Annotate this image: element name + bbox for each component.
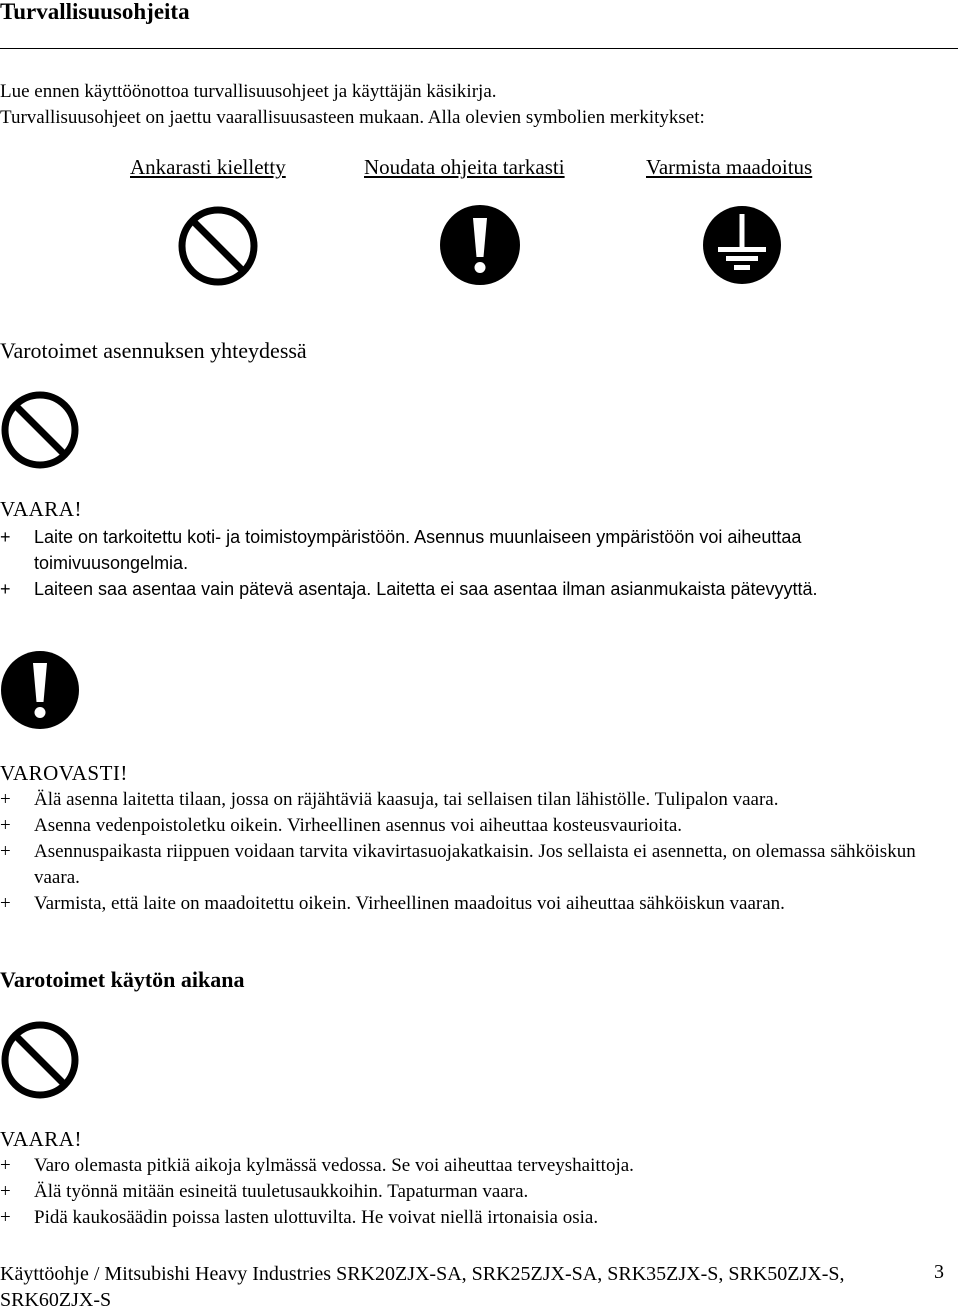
- bullet: +: [0, 1155, 11, 1176]
- bullet: +: [0, 579, 11, 599]
- intro-line: Turvallisuusohjeet on jaettu vaarallisuusasteen mukaan. Alla olevien symbolien merkitykset:: [0, 107, 705, 128]
- title-divider: [0, 48, 958, 49]
- list-item: + Älä työnnä mitään esineitä tuuletusaukkoihin. Tapaturman vaara.: [0, 1179, 960, 1205]
- bullet: +: [0, 527, 11, 547]
- list-item: + Laiteen saa asentaa vain pätevä asentaja. Laitetta ei saa asentaa ilman asianmukaista pätevyyttä.: [0, 576, 960, 602]
- operation-heading: Varotoimet käytön aikana: [0, 967, 245, 992]
- footer-text: Käyttöohje / Mitsubishi Heavy Industries SRK20ZJX-SA, SRK25ZJX-SA, SRK35ZJX-S, SRK50ZJX-S, SRK60ZJX-S: [0, 1263, 845, 1311]
- bullet: +: [0, 815, 11, 836]
- list-item: + Asennuspaikasta riippuen voidaan tarvita vikavirtasuojakatkaisin. Jos sellaista ei asennetta, on olemassa sähköiskun vaara.: [0, 841, 916, 888]
- symbol-label-ground: Varmista maadoitus: [646, 155, 813, 179]
- prohibition-icon: [177, 205, 259, 287]
- bullet: +: [0, 1207, 11, 1228]
- list-item: + Pidä kaukosäädin poissa lasten ulottuvilta. He voivat niellä irtonaisia osia.: [0, 1205, 960, 1231]
- list-item: + Varmista, että laite on maadoitettu oikein. Virheellinen maadoitus voi aiheuttaa sähköiskun vaaran.: [0, 891, 960, 917]
- list-item: + Laite on tarkoitettu koti- ja toimistoympäristöön. Asennus muunlaiseen ympäristöön voi aiheuttaa toimivuusongelmia.: [0, 524, 960, 576]
- danger-label: VAARA!: [0, 1127, 82, 1151]
- prohibition-icon: [0, 1020, 80, 1100]
- danger-label: VAARA!: [0, 497, 82, 521]
- installation-heading: Varotoimet asennuksen yhteydessä: [0, 338, 307, 363]
- page-title: Turvallisuusohjeita: [0, 0, 190, 24]
- exclamation-icon: [0, 650, 80, 730]
- symbol-label-follow: Noudata ohjeita tarkasti: [364, 155, 565, 179]
- operation-danger-list: [0, 1153, 960, 1231]
- list-item: + Varo olemasta pitkiä aikoja kylmässä vedossa. Se voi aiheuttaa terveyshaittoja.: [0, 1153, 960, 1179]
- bullet: +: [0, 893, 11, 914]
- page-number: 3: [934, 1261, 944, 1283]
- installation-caution-list: [0, 787, 960, 917]
- intro-line: Lue ennen käyttöönottoa turvallisuusohjeet ja käyttäjän käsikirja.: [0, 81, 497, 102]
- bullet: +: [0, 1181, 11, 1202]
- installation-danger-list: [0, 524, 960, 602]
- list-item: + Asenna vedenpoistoletku oikein. Virheellinen asennus voi aiheuttaa kosteusvaurioita.: [0, 813, 960, 839]
- bullet: +: [0, 789, 11, 810]
- bullet: +: [0, 841, 11, 862]
- symbol-label-prohibited: Ankarasti kielletty: [130, 155, 286, 179]
- prohibition-icon: [0, 390, 80, 470]
- list-item: + Älä asenna laitetta tilaan, jossa on räjähtäviä kaasuja, tai sellaisen tilan lähistölle. Tulipalon vaara.: [0, 787, 960, 813]
- ground-icon: [702, 205, 782, 285]
- intro-text: [0, 79, 705, 131]
- caution-label: VAROVASTI!: [0, 761, 128, 785]
- exclamation-icon: [439, 204, 521, 286]
